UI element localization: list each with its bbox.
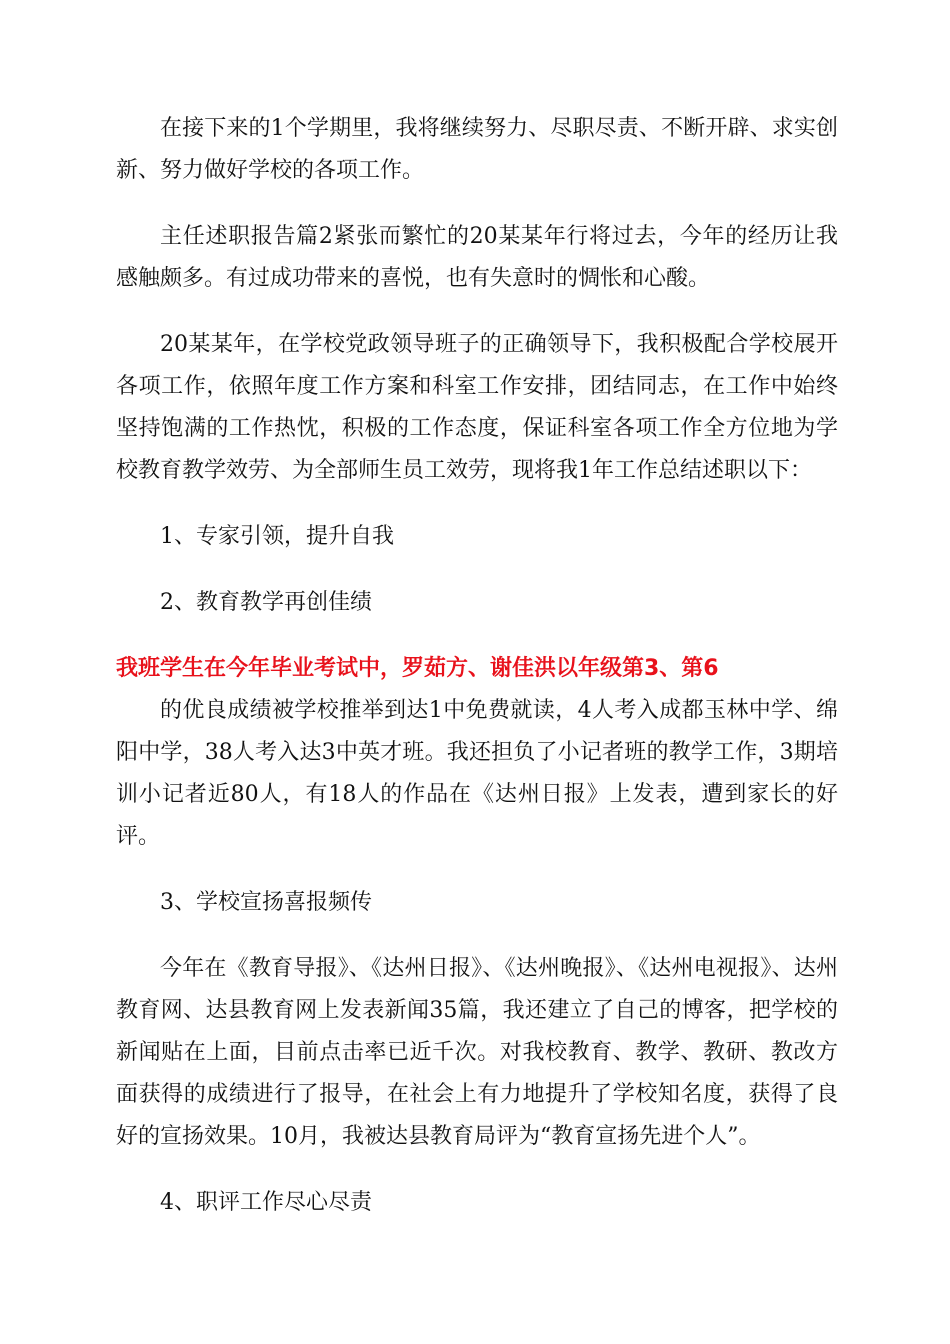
paragraph-year-summary: 20某某年，在学校党政领导班子的正确领导下，我积极配合学校展开各项工作，依照年度工作方案和科室工作安排，团结同志，在工作中始终坚持饱满的工作热忱，积极的工作态度，保证科室各项工作全方位地为学校教育教学效劳、为全部师生员工效劳，现将我1年工作总结述职以下： [116, 332, 838, 483]
section-heading-1: 1、专家引领，提升自我 [160, 524, 394, 549]
section-heading-3: 3、学校宣扬喜报频传 [160, 890, 372, 915]
section-heading-4: 4、职评工作尽心尽责 [160, 1190, 372, 1215]
document-body [116, 108, 838, 1248]
paragraph-next-semester: 在接下来的1个学期里，我将继续努力、尽职尽责、不断开辟、求实创新、努力做好学校的各项工作。 [116, 116, 838, 183]
paragraph-publicity: 今年在《教育导报》、《达州日报》、《达州晚报》、《达州电视报》、达州教育网、达县教育网上发表新闻35篇，我还建立了自己的博客，把学校的新闻贴在上面，目前点击率已近千次。对我校教育、教学、教研、教改方面获得的成绩进行了报导，在社会上有力地提升了学校知名度，获得了良好的宣扬效果。10月，我被达县教育局评为“教育宣扬先进个人”。 [116, 956, 838, 1149]
section-heading-2: 2、教育教学再创佳绩 [160, 590, 372, 615]
paragraph-report-intro: 主任述职报告篇2紧张而繁忙的20某某年行将过去，今年的经历让我感触颇多。有过成功带来的喜悦，也有失意时的惆怅和心酸。 [116, 224, 838, 291]
highlighted-text-line: 我班学生在今年毕业考试中，罗茹方、谢佳洪以年级第3、第6 [116, 656, 719, 681]
paragraph-student-results: 的优良成绩被学校推举到达1中免费就读，4人考入成都玉林中学、绵阳中学，38人考入达3中英才班。我还担负了小记者班的教学工作，3期培训小记者近80人，有18人的作品在《达州日报》上发表，遭到家长的好评。 [116, 698, 838, 849]
